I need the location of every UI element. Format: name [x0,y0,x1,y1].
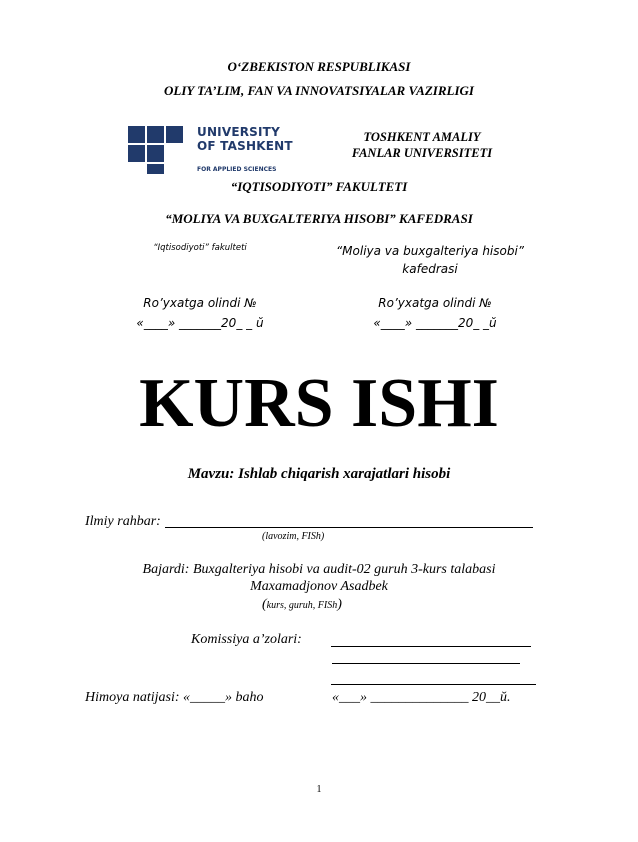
right-dept-line1: “Moliya va buxgalteriya hisobi” [335,244,525,258]
performer-name: Maxamadjonov Asadbek [250,579,388,594]
logo-square-icon [128,126,145,143]
left-faculty-label: “Iqtisodiyoti” fakulteti [153,243,247,253]
commission-label: Komissiya a’zolari: [191,632,302,647]
commission-line-3 [331,670,536,685]
hint-paren-close: ) [337,597,342,612]
defense-result: Himoya natijasi: «_____» baho [85,690,264,705]
supervisor-label: Ilmiy rahbar: [85,514,161,529]
document-title: KURS ISHI [139,365,499,442]
right-registered-date: «____» _______20_ _ŭ [373,316,497,330]
defense-date: «___» ______________ 20__ŭ. [332,690,511,705]
right-dept-line2: kafedrasi [402,262,458,276]
left-registered-label: Ro’yxatga olindi № [143,296,257,310]
logo-square-icon [147,145,164,162]
logo-text-applied-sciences: FOR APPLIED SCIENCES [197,166,277,173]
performer-hint [262,597,342,613]
performer-line1: Bajardi: Buxgalteriya hisobi va audit-02 guruh 3-kurs talabasi [142,562,496,577]
performer-hint-text: kurs, guruh, FISh [266,600,338,611]
republic-title: O‘ZBEKISTON RESPUBLIKASI [227,59,411,74]
ministry-title: OLIY TA’LIM, FAN VA INNOVATSIYALAR VAZIRLIGI [164,83,474,98]
commission-line-2 [332,649,520,664]
logo-text-of-tashkent: OF TASHKENT [197,139,293,153]
supervisor-hint: (lavozim, FISh) [262,531,325,542]
university-logo [128,125,293,174]
faculty-title: “IQTISODIYOTI” FAKULTETI [230,179,408,194]
left-registered-date: «____» _______20_ _ ŭ [136,316,264,330]
logo-square-icon [147,126,164,143]
university-name-line1: TOSHKENT AMALIY [363,130,481,144]
university-name-line2: FANLAR UNIVERSITETI [351,146,493,160]
commission-line-1 [331,632,531,647]
hint-paren-open: ( [262,597,267,612]
logo-square-icon [128,145,145,162]
logo-square-icon [147,164,164,174]
logo-square-icon [166,126,183,143]
logo-text-university: UNIVERSITY [197,125,280,139]
supervisor-line [165,513,533,528]
page-number: 1 [316,784,322,795]
right-registered-label: Ro’yxatga olindi № [378,296,492,310]
topic: Mavzu: Ishlab chiqarish xarajatlari hisobi [187,466,451,482]
department-title: “MOLIYA VA BUXGALTERIYA HISOBI” KAFEDRASI [165,211,473,226]
